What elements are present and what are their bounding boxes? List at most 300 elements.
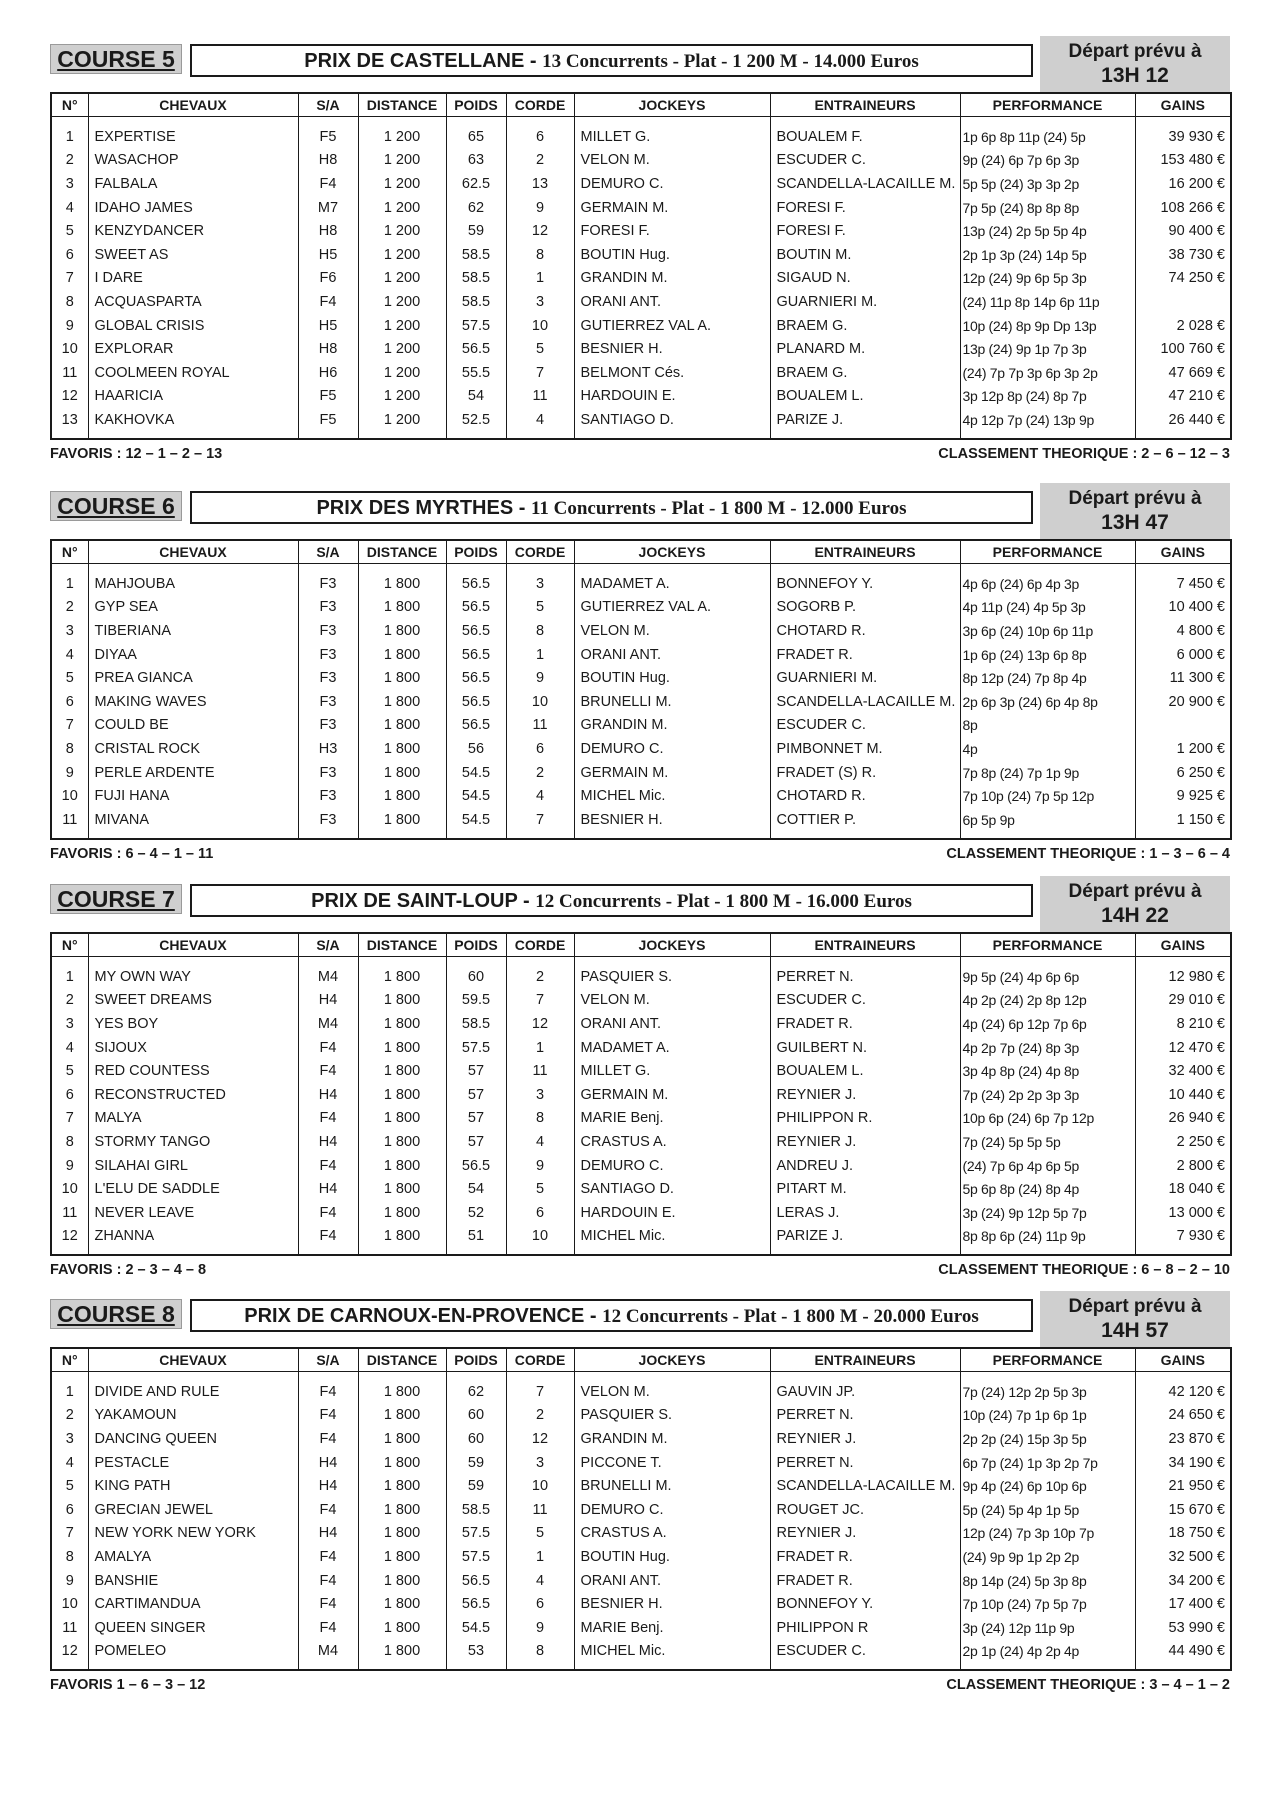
runner-number: 7	[51, 1522, 88, 1546]
sex-age: H4	[298, 1130, 358, 1154]
performance: 10p (24) 7p 1p 6p 1p	[960, 1404, 1135, 1428]
distance: 1 800	[358, 1130, 446, 1154]
sex-age: F3	[298, 564, 358, 596]
weight: 59.5	[446, 989, 506, 1013]
sex-age: F4	[298, 1616, 358, 1640]
trainer: FRADET R.	[770, 1545, 960, 1569]
distance: 1 800	[358, 564, 446, 596]
jockey: SANTIAGO D.	[574, 1177, 770, 1201]
col-header: DISTANCE	[358, 933, 446, 957]
trainer: PHILIPPON R.	[770, 1107, 960, 1131]
jockey: BELMONT Cés.	[574, 361, 770, 385]
trainer: PERRET N.	[770, 957, 960, 989]
draw: 11	[506, 1498, 574, 1522]
jockey: GRANDIN M.	[574, 1427, 770, 1451]
draw: 6	[506, 1201, 574, 1225]
draw: 1	[506, 643, 574, 667]
draw: 3	[506, 564, 574, 596]
sex-age: H8	[298, 149, 358, 173]
distance: 1 800	[358, 1404, 446, 1428]
distance: 1 800	[358, 1545, 446, 1569]
sex-age: F4	[298, 1036, 358, 1060]
runner-number: 3	[51, 1012, 88, 1036]
table-row	[51, 314, 1231, 338]
draw: 9	[506, 1154, 574, 1178]
sex-age: F4	[298, 1225, 358, 1256]
jockey: VELON M.	[574, 149, 770, 173]
earnings: 47 669 €	[1135, 361, 1231, 385]
performance: 4p 2p 7p (24) 8p 3p	[960, 1036, 1135, 1060]
sex-age: F4	[298, 1201, 358, 1225]
trainer: BRAEM G.	[770, 361, 960, 385]
runner-number: 13	[51, 408, 88, 439]
runners-table	[50, 932, 1232, 1256]
col-header: ENTRAINEURS	[770, 1348, 960, 1372]
jockey: GERMAIN M.	[574, 761, 770, 785]
distance: 1 800	[358, 1059, 446, 1083]
favoris: FAVORIS : 12 – 1 – 2 – 13	[50, 445, 223, 462]
sex-age: F4	[298, 1372, 358, 1404]
runner-number: 10	[51, 337, 88, 361]
jockey: MICHEL Mic.	[574, 784, 770, 808]
performance: 7p (24) 12p 2p 5p 3p	[960, 1372, 1135, 1404]
performance: 10p 6p (24) 6p 7p 12p	[960, 1107, 1135, 1131]
col-header: ENTRAINEURS	[770, 540, 960, 564]
runner-number: 5	[51, 666, 88, 690]
horse-name: WASACHOP	[88, 149, 298, 173]
col-header: N°	[51, 1348, 88, 1372]
classement-theorique: CLASSEMENT THEORIQUE : 3 – 4 – 1 – 2	[946, 1677, 1230, 1694]
sex-age: H4	[298, 1177, 358, 1201]
draw: 2	[506, 1404, 574, 1428]
horse-name: CARTIMANDUA	[88, 1592, 298, 1616]
earnings: 17 400 €	[1135, 1592, 1231, 1616]
performance: 1p 6p 8p 11p (24) 5p	[960, 117, 1135, 149]
sex-age: F5	[298, 408, 358, 439]
trainer: REYNIER J.	[770, 1427, 960, 1451]
distance: 1 800	[358, 1154, 446, 1178]
course-details: 13 Concurrents - Plat - 1 200 M - 14.000 Euros	[542, 51, 919, 72]
horse-name: I DARE	[88, 267, 298, 291]
sex-age: F3	[298, 619, 358, 643]
draw: 7	[506, 1372, 574, 1404]
performance: 7p (24) 2p 2p 3p 3p	[960, 1083, 1135, 1107]
draw: 9	[506, 196, 574, 220]
classement-theorique: CLASSEMENT THEORIQUE : 2 – 6 – 12 – 3	[938, 445, 1230, 462]
table-row	[51, 1616, 1231, 1640]
col-header: POIDS	[446, 93, 506, 117]
course-details: 12 Concurrents - Plat - 1 800 M - 20.000 Euros	[602, 1306, 979, 1327]
distance: 1 800	[358, 1569, 446, 1593]
earnings: 1 200 €	[1135, 737, 1231, 761]
horse-name: KING PATH	[88, 1474, 298, 1498]
horse-name: COOLMEEN ROYAL	[88, 361, 298, 385]
horse-name: PERLE ARDENTE	[88, 761, 298, 785]
runners-table	[50, 539, 1232, 840]
draw: 9	[506, 666, 574, 690]
trainer: FRADET R.	[770, 1012, 960, 1036]
col-header: JOCKEYS	[574, 933, 770, 957]
trainer: FORESI F.	[770, 219, 960, 243]
trainer: ESCUDER C.	[770, 1640, 960, 1671]
earnings: 29 010 €	[1135, 989, 1231, 1013]
weight: 58.5	[446, 267, 506, 291]
weight: 59	[446, 1474, 506, 1498]
distance: 1 800	[358, 714, 446, 738]
horse-name: PESTACLE	[88, 1451, 298, 1475]
course-header	[50, 36, 1230, 92]
distance: 1 800	[358, 1498, 446, 1522]
weight: 56.5	[446, 690, 506, 714]
performance: (24) 7p 6p 4p 6p 5p	[960, 1154, 1135, 1178]
table-row	[51, 808, 1231, 839]
course-header	[50, 1291, 1230, 1347]
performance: 7p 10p (24) 7p 5p 12p	[960, 784, 1135, 808]
sex-age: H4	[298, 1522, 358, 1546]
jockey: DEMURO C.	[574, 172, 770, 196]
earnings: 13 000 €	[1135, 1201, 1231, 1225]
runner-number: 11	[51, 808, 88, 839]
sex-age: H5	[298, 314, 358, 338]
jockey: VELON M.	[574, 619, 770, 643]
sex-age: H8	[298, 219, 358, 243]
runner-number: 12	[51, 385, 88, 409]
trainer: SCANDELLA-LACAILLE M.	[770, 1474, 960, 1498]
trainer: CHOTARD R.	[770, 619, 960, 643]
distance: 1 800	[358, 1225, 446, 1256]
performance: (24) 11p 8p 14p 6p 11p	[960, 290, 1135, 314]
sex-age: F3	[298, 808, 358, 839]
earnings: 18 750 €	[1135, 1522, 1231, 1546]
horse-name: MAKING WAVES	[88, 690, 298, 714]
sex-age: H4	[298, 1474, 358, 1498]
runner-number: 5	[51, 219, 88, 243]
sex-age: F4	[298, 1498, 358, 1522]
runner-number: 5	[51, 1474, 88, 1498]
performance: 4p 6p (24) 6p 4p 3p	[960, 564, 1135, 596]
earnings: 8 210 €	[1135, 1012, 1231, 1036]
course-header	[50, 483, 1230, 539]
performance: 2p 2p (24) 15p 3p 5p	[960, 1427, 1135, 1451]
weight: 56.5	[446, 1154, 506, 1178]
jockey: FORESI F.	[574, 219, 770, 243]
draw: 6	[506, 1592, 574, 1616]
distance: 1 800	[358, 989, 446, 1013]
earnings: 7 930 €	[1135, 1225, 1231, 1256]
distance: 1 200	[358, 149, 446, 173]
depart-label: Départ prévu à	[1068, 488, 1202, 509]
performance: 8p 8p 6p (24) 11p 9p	[960, 1225, 1135, 1256]
distance: 1 800	[358, 690, 446, 714]
col-header: N°	[51, 93, 88, 117]
horse-name: PREA GIANCA	[88, 666, 298, 690]
table-row	[51, 1427, 1231, 1451]
trainer: FORESI F.	[770, 196, 960, 220]
table-row	[51, 596, 1231, 620]
performance: 12p (24) 9p 6p 5p 3p	[960, 267, 1135, 291]
table-row	[51, 1498, 1231, 1522]
trainer: ESCUDER C.	[770, 989, 960, 1013]
sex-age: F4	[298, 1059, 358, 1083]
performance: 5p (24) 5p 4p 1p 5p	[960, 1498, 1135, 1522]
weight: 52.5	[446, 408, 506, 439]
distance: 1 200	[358, 314, 446, 338]
col-header: DISTANCE	[358, 1348, 446, 1372]
runner-number: 10	[51, 1177, 88, 1201]
col-header: DISTANCE	[358, 540, 446, 564]
performance: 13p (24) 9p 1p 7p 3p	[960, 337, 1135, 361]
earnings: 10 440 €	[1135, 1083, 1231, 1107]
col-header: DISTANCE	[358, 93, 446, 117]
runner-number: 11	[51, 1616, 88, 1640]
horse-name: GRECIAN JEWEL	[88, 1498, 298, 1522]
jockey: ORANI ANT.	[574, 1569, 770, 1593]
table-row	[51, 385, 1231, 409]
trainer: FRADET R.	[770, 643, 960, 667]
jockey: MADAMET A.	[574, 564, 770, 596]
trainer: BOUALEM F.	[770, 117, 960, 149]
runner-number: 12	[51, 1225, 88, 1256]
draw: 10	[506, 314, 574, 338]
draw: 13	[506, 172, 574, 196]
draw: 4	[506, 408, 574, 439]
col-header: CORDE	[506, 540, 574, 564]
col-header: PERFORMANCE	[960, 540, 1135, 564]
sex-age: F3	[298, 761, 358, 785]
weight: 59	[446, 219, 506, 243]
jockey: VELON M.	[574, 989, 770, 1013]
distance: 1 200	[358, 385, 446, 409]
horse-name: ACQUASPARTA	[88, 290, 298, 314]
performance: 4p 2p (24) 2p 8p 12p	[960, 989, 1135, 1013]
distance: 1 200	[358, 290, 446, 314]
runner-number: 4	[51, 196, 88, 220]
performance: 4p 11p (24) 4p 5p 3p	[960, 596, 1135, 620]
table-row	[51, 690, 1231, 714]
distance: 1 800	[358, 1640, 446, 1671]
weight: 62	[446, 1372, 506, 1404]
weight: 57.5	[446, 314, 506, 338]
col-header: PERFORMANCE	[960, 933, 1135, 957]
col-header: N°	[51, 540, 88, 564]
horse-name: RECONSTRUCTED	[88, 1083, 298, 1107]
performance: 4p 12p 7p (24) 13p 9p	[960, 408, 1135, 439]
weight: 57	[446, 1059, 506, 1083]
earnings: 11 300 €	[1135, 666, 1231, 690]
jockey: DEMURO C.	[574, 1154, 770, 1178]
sex-age: F4	[298, 172, 358, 196]
sex-age: M4	[298, 1640, 358, 1671]
draw: 5	[506, 1522, 574, 1546]
depart-time: 13H 47	[1101, 511, 1169, 534]
jockey: MICHEL Mic.	[574, 1225, 770, 1256]
table-row	[51, 219, 1231, 243]
jockey: ORANI ANT.	[574, 643, 770, 667]
draw: 10	[506, 690, 574, 714]
trainer: FRADET (S) R.	[770, 761, 960, 785]
col-header: PERFORMANCE	[960, 1348, 1135, 1372]
draw: 11	[506, 714, 574, 738]
col-header: CHEVAUX	[88, 933, 298, 957]
trainer: ANDREU J.	[770, 1154, 960, 1178]
col-header: S/A	[298, 1348, 358, 1372]
performance: 5p 5p (24) 3p 3p 2p	[960, 172, 1135, 196]
jockey: PASQUIER S.	[574, 1404, 770, 1428]
course-name: PRIX DES MYRTHES -	[316, 497, 531, 519]
course-label: COURSE 8	[50, 1299, 182, 1329]
jockey: MILLET G.	[574, 1059, 770, 1083]
horse-name: POMELEO	[88, 1640, 298, 1671]
draw: 3	[506, 290, 574, 314]
runner-number: 8	[51, 1545, 88, 1569]
performance: 1p 6p (24) 13p 6p 8p	[960, 643, 1135, 667]
distance: 1 800	[358, 761, 446, 785]
jockey: HARDOUIN E.	[574, 385, 770, 409]
performance: 8p	[960, 714, 1135, 738]
distance: 1 200	[358, 337, 446, 361]
table-row	[51, 290, 1231, 314]
table-row	[51, 1177, 1231, 1201]
earnings: 10 400 €	[1135, 596, 1231, 620]
table-row	[51, 408, 1231, 439]
horse-name: SIJOUX	[88, 1036, 298, 1060]
draw: 2	[506, 957, 574, 989]
distance: 1 200	[358, 117, 446, 149]
weight: 62.5	[446, 172, 506, 196]
performance: 2p 6p 3p (24) 6p 4p 8p	[960, 690, 1135, 714]
jockey: PASQUIER S.	[574, 957, 770, 989]
runner-number: 8	[51, 737, 88, 761]
table-row	[51, 564, 1231, 596]
runners-table	[50, 92, 1232, 440]
header-row	[51, 933, 1231, 957]
earnings: 7 450 €	[1135, 564, 1231, 596]
col-header: CORDE	[506, 93, 574, 117]
table-row	[51, 243, 1231, 267]
trainer: ESCUDER C.	[770, 714, 960, 738]
trainer: GUARNIERI M.	[770, 666, 960, 690]
earnings: 6 000 €	[1135, 643, 1231, 667]
depart-box	[1040, 1291, 1230, 1347]
horse-name: NEW YORK NEW YORK	[88, 1522, 298, 1546]
weight: 57.5	[446, 1036, 506, 1060]
performance: 3p (24) 12p 11p 9p	[960, 1616, 1135, 1640]
weight: 54.5	[446, 1616, 506, 1640]
col-header: GAINS	[1135, 93, 1231, 117]
weight: 58.5	[446, 1498, 506, 1522]
earnings: 24 650 €	[1135, 1404, 1231, 1428]
horse-name: KAKHOVKA	[88, 408, 298, 439]
jockey: BRUNELLI M.	[574, 1474, 770, 1498]
earnings: 20 900 €	[1135, 690, 1231, 714]
table-row	[51, 1107, 1231, 1131]
weight: 54	[446, 1177, 506, 1201]
jockey: SANTIAGO D.	[574, 408, 770, 439]
course-title	[190, 884, 1033, 917]
runner-number: 1	[51, 1372, 88, 1404]
table-row	[51, 1083, 1231, 1107]
depart-box	[1040, 36, 1230, 92]
earnings: 23 870 €	[1135, 1427, 1231, 1451]
draw: 5	[506, 1177, 574, 1201]
trainer: FRADET R.	[770, 1569, 960, 1593]
weight: 56.5	[446, 714, 506, 738]
sex-age: F4	[298, 1545, 358, 1569]
trainer: CHOTARD R.	[770, 784, 960, 808]
performance: (24) 9p 9p 1p 2p 2p	[960, 1545, 1135, 1569]
table-row	[51, 1640, 1231, 1671]
trainer: GUARNIERI M.	[770, 290, 960, 314]
runner-number: 7	[51, 714, 88, 738]
jockey: GRANDIN M.	[574, 714, 770, 738]
performance: 3p 12p 8p (24) 8p 7p	[960, 385, 1135, 409]
course-footer	[50, 1262, 1230, 1288]
table-row	[51, 1451, 1231, 1475]
horse-name: CRISTAL ROCK	[88, 737, 298, 761]
col-header: CHEVAUX	[88, 540, 298, 564]
runner-number: 2	[51, 149, 88, 173]
earnings: 9 925 €	[1135, 784, 1231, 808]
trainer: PITART M.	[770, 1177, 960, 1201]
horse-name: MIVANA	[88, 808, 298, 839]
sex-age: F3	[298, 643, 358, 667]
earnings: 100 760 €	[1135, 337, 1231, 361]
sex-age: F3	[298, 666, 358, 690]
table-row	[51, 1130, 1231, 1154]
sex-age: H4	[298, 1083, 358, 1107]
runner-number: 7	[51, 267, 88, 291]
horse-name: MALYA	[88, 1107, 298, 1131]
horse-name: IDAHO JAMES	[88, 196, 298, 220]
horse-name: AMALYA	[88, 1545, 298, 1569]
header-row	[51, 540, 1231, 564]
jockey: BESNIER H.	[574, 337, 770, 361]
earnings: 1 150 €	[1135, 808, 1231, 839]
horse-name: YES BOY	[88, 1012, 298, 1036]
trainer: REYNIER J.	[770, 1522, 960, 1546]
course-label: COURSE 6	[50, 491, 182, 521]
jockey: BESNIER H.	[574, 808, 770, 839]
depart-time: 13H 12	[1101, 64, 1169, 87]
table-row	[51, 1545, 1231, 1569]
table-row	[51, 172, 1231, 196]
jockey: ORANI ANT.	[574, 290, 770, 314]
draw: 4	[506, 1569, 574, 1593]
weight: 57	[446, 1130, 506, 1154]
trainer: GUILBERT N.	[770, 1036, 960, 1060]
sex-age: M4	[298, 957, 358, 989]
trainer: PARIZE J.	[770, 1225, 960, 1256]
table-row	[51, 714, 1231, 738]
earnings: 32 500 €	[1135, 1545, 1231, 1569]
trainer: BOUALEM L.	[770, 385, 960, 409]
draw: 4	[506, 1130, 574, 1154]
draw: 6	[506, 117, 574, 149]
distance: 1 800	[358, 1592, 446, 1616]
jockey: DEMURO C.	[574, 737, 770, 761]
distance: 1 800	[358, 737, 446, 761]
distance: 1 200	[358, 408, 446, 439]
distance: 1 800	[358, 1522, 446, 1546]
sex-age: F4	[298, 1569, 358, 1593]
trainer: PIMBONNET M.	[770, 737, 960, 761]
weight: 56.5	[446, 643, 506, 667]
distance: 1 200	[358, 243, 446, 267]
horse-name: EXPLORAR	[88, 337, 298, 361]
trainer: LERAS J.	[770, 1201, 960, 1225]
sex-age: H6	[298, 361, 358, 385]
course-footer	[50, 446, 1230, 472]
